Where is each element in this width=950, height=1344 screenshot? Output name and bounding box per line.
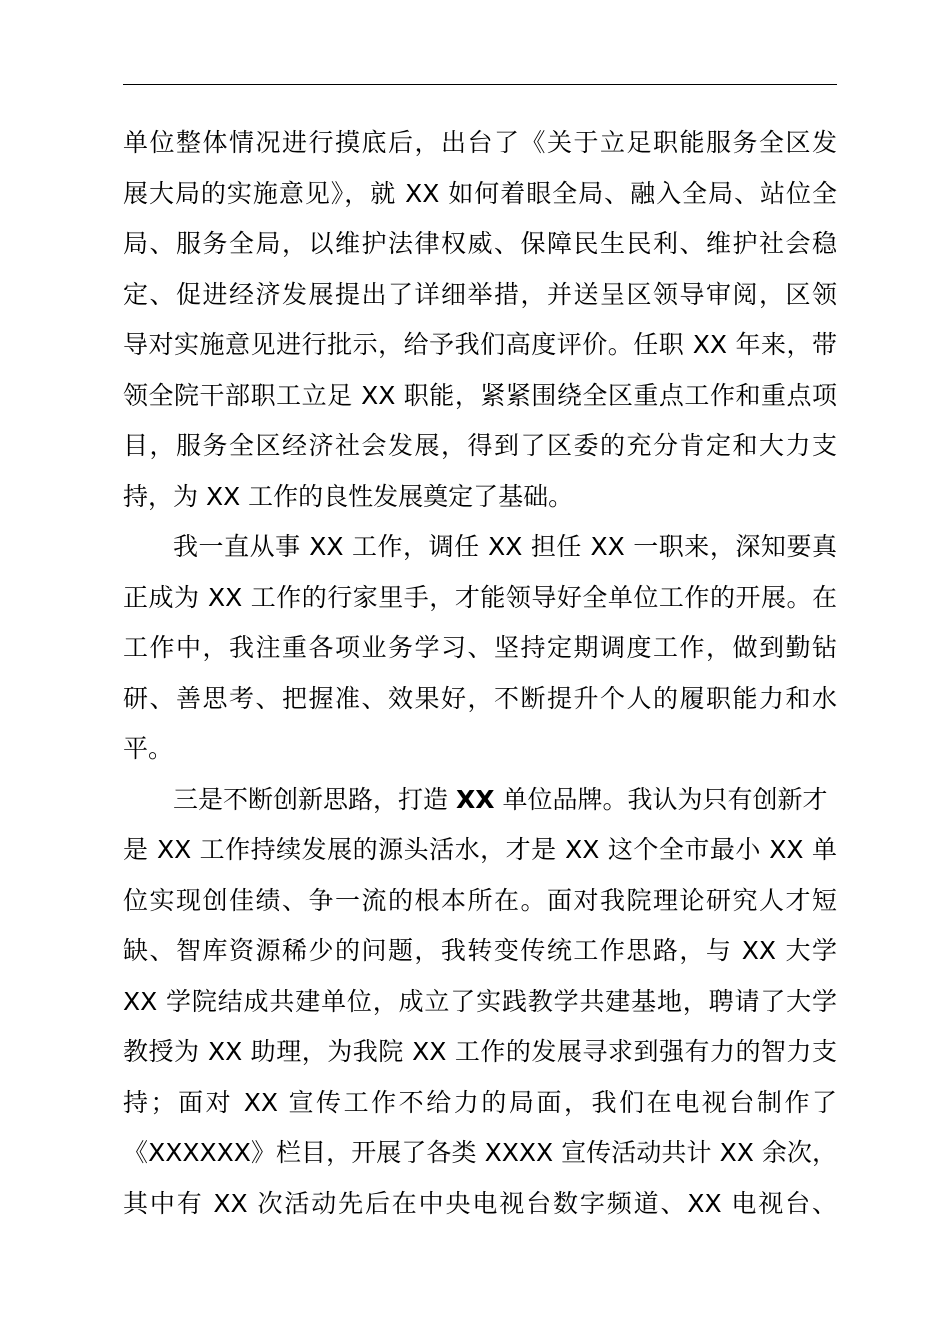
text-line: 单位整体情况进行摸底后，出台了《关于立足职能服务全区发 xyxy=(123,128,837,157)
text-run: 单位品牌。我认为只有创新才 xyxy=(494,784,828,814)
text-line: 位实现创佳绩、争一流的根本所在。面对我院理论研究人才短 xyxy=(123,885,837,915)
text-line: 研、善思考、把握准、效果好，不断提升个人的履职能力和水 xyxy=(123,683,837,713)
text-line: 导对实施意见进行批示，给予我们高度评价。任职 XX 年来，带 xyxy=(123,330,837,359)
text-line: 领全院干部职工立足 XX 职能，紧紧围绕全区重点工作和重点项 xyxy=(123,380,837,410)
paragraph-2 xyxy=(123,522,837,775)
text-line xyxy=(123,775,837,826)
text-line: 我一直从事 XX 工作，调任 XX 担任 XX 一职来，深知要真 xyxy=(173,532,837,561)
text-line: 持；面对 XX 宣传工作不给力的局面，我们在电视台制作了 xyxy=(123,1087,837,1117)
text-line: 局、服务全局，以维护法律权威、保障民生民利、维护社会稳 xyxy=(123,229,837,258)
bold-text-run: XX xyxy=(455,784,495,814)
text-line: XX 学院结成共建单位，成立了实践教学共建基地，聘请了大学 xyxy=(123,986,837,1016)
text-line: 目，服务全区经济社会发展，得到了区委的充分肯定和大力支 xyxy=(123,431,837,460)
text-line: 持，为 XX 工作的良性发展奠定了基础。 xyxy=(123,481,574,511)
text-line: 教授为 XX 助理，为我院 XX 工作的发展寻求到强有力的智力支 xyxy=(123,1037,837,1066)
document-body xyxy=(123,118,837,1229)
paragraph-1 xyxy=(123,118,837,522)
text-line: 展大局的实施意见》，就 XX 如何着眼全局、融入全局、站位全 xyxy=(123,178,837,208)
text-line: 定、促进经济发展提出了详细举措，并送呈区领导审阅，区领 xyxy=(123,279,837,309)
text-line: 正成为 XX 工作的行家里手，才能领导好全单位工作的开展。在 xyxy=(123,582,837,612)
text-line: 其中有 XX 次活动先后在中央电视台数字频道、XX 电视台、 xyxy=(123,1188,837,1218)
text-line: 平。 xyxy=(123,734,174,763)
header-rule xyxy=(123,84,837,85)
text-line: 是 XX 工作持续发展的源头活水，才是 XX 这个全市最小 XX 单 xyxy=(123,835,837,864)
text-line: 《XXXXXX》栏目，开展了各类 XXXX 宣传活动共计 XX 余次， xyxy=(123,1138,837,1167)
text-run: 三是不断创新思路，打造 xyxy=(173,784,456,814)
paragraph-3 xyxy=(123,775,837,1230)
text-line: 工作中，我注重各项业务学习、坚持定期调度工作，做到勤钻 xyxy=(123,633,837,662)
text-line: 缺、智库资源稀少的问题，我转变传统工作思路，与 XX 大学 xyxy=(123,936,837,965)
